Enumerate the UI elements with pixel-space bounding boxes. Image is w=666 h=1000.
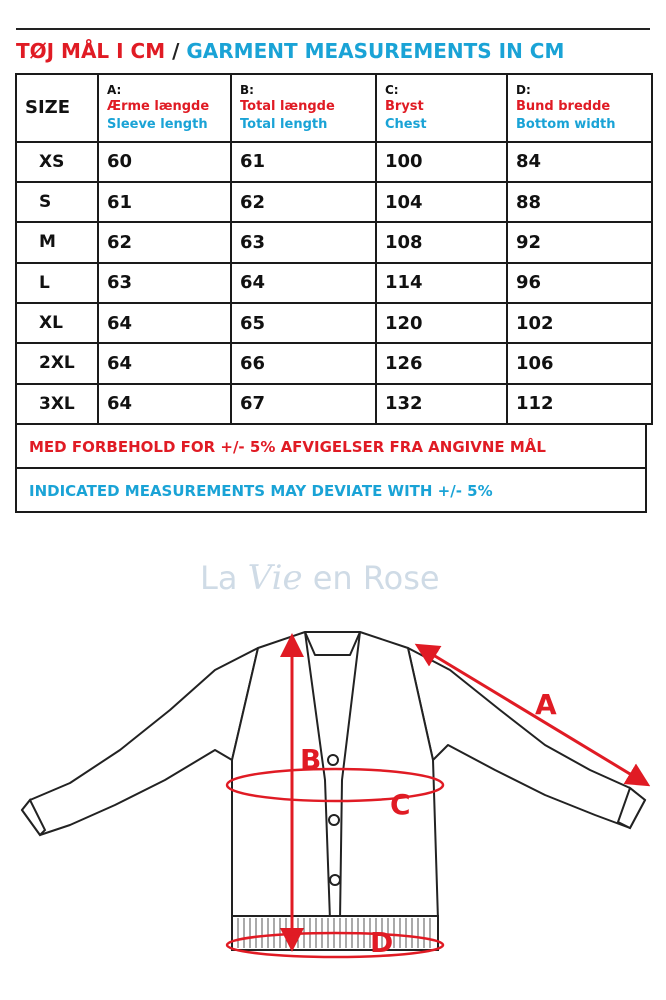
value-cell: 64: [98, 384, 231, 424]
value-cell: 61: [98, 182, 231, 222]
value-cell: 60: [98, 142, 231, 182]
size-column-header: SIZE: [16, 74, 98, 142]
column-header-c: [376, 74, 507, 142]
value-cell: 64: [231, 263, 376, 303]
title-danish: TØJ MÅL I CM: [16, 39, 166, 63]
column-label-english: Total length: [240, 116, 328, 132]
table-row: [16, 222, 652, 262]
column-label-danish: Total længde: [240, 98, 335, 114]
brand-word-vie: Vie: [247, 558, 303, 598]
table-row: [16, 182, 652, 222]
value-cell: 64: [98, 343, 231, 383]
value-cell: 64: [98, 303, 231, 343]
value-cell: 65: [231, 303, 376, 343]
garment-illustration: [0, 600, 666, 1000]
title-english: GARMENT MEASUREMENTS IN CM: [186, 39, 565, 63]
value-cell: 61: [231, 142, 376, 182]
column-header-b: [231, 74, 376, 142]
value-cell: 62: [98, 222, 231, 262]
value-cell: 63: [231, 222, 376, 262]
top-rule: [16, 28, 650, 30]
value-cell: 100: [376, 142, 507, 182]
tolerance-note-danish: MED FORBEHOLD FOR +/- 5% AFVIGELSER FRA ANGIVNE MÅL: [15, 425, 647, 469]
value-cell: 112: [507, 384, 652, 424]
size-cell: XL: [16, 303, 98, 343]
column-label-english: Chest: [385, 116, 427, 132]
brand-logo: [200, 556, 510, 600]
size-cell: M: [16, 222, 98, 262]
tolerance-note-english: INDICATED MEASUREMENTS MAY DEVIATE WITH +/- 5%: [15, 469, 647, 513]
value-cell: 96: [507, 263, 652, 303]
value-cell: 114: [376, 263, 507, 303]
table-row: [16, 303, 652, 343]
value-cell: 63: [98, 263, 231, 303]
value-cell: 88: [507, 182, 652, 222]
value-cell: 120: [376, 303, 507, 343]
value-cell: 92: [507, 222, 652, 262]
label-c: C: [390, 788, 411, 821]
column-letter: D:: [516, 82, 531, 97]
value-cell: 67: [231, 384, 376, 424]
column-label-english: Sleeve length: [107, 116, 208, 132]
table-row: [16, 142, 652, 182]
page-title: [16, 36, 650, 66]
table-row: [16, 384, 652, 424]
value-cell: 106: [507, 343, 652, 383]
brand-word-en-rose: en Rose: [312, 559, 440, 597]
value-cell: 132: [376, 384, 507, 424]
column-letter: B:: [240, 82, 254, 97]
label-a: A: [535, 688, 557, 721]
column-header-d: [507, 74, 652, 142]
size-cell: S: [16, 182, 98, 222]
value-cell: 84: [507, 142, 652, 182]
brand-word-la: La: [200, 559, 238, 597]
column-label-danish: Bund bredde: [516, 98, 611, 114]
column-letter: C:: [385, 82, 399, 97]
column-label-danish: Ærme længde: [107, 98, 210, 114]
size-table: [15, 73, 653, 425]
label-d: D: [370, 926, 394, 959]
value-cell: 108: [376, 222, 507, 262]
value-cell: 104: [376, 182, 507, 222]
value-cell: 62: [231, 182, 376, 222]
column-letter: A:: [107, 82, 122, 97]
size-cell: L: [16, 263, 98, 303]
column-header-a: [98, 74, 231, 142]
size-cell: 2XL: [16, 343, 98, 383]
column-label-english: Bottom width: [516, 116, 616, 132]
column-label-danish: Bryst: [385, 98, 424, 114]
value-cell: 126: [376, 343, 507, 383]
table-row: [16, 263, 652, 303]
title-separator: /: [172, 39, 180, 63]
value-cell: 102: [507, 303, 652, 343]
size-cell: 3XL: [16, 384, 98, 424]
table-header-row: [16, 74, 652, 142]
size-cell: XS: [16, 142, 98, 182]
table-row: [16, 343, 652, 383]
value-cell: 66: [231, 343, 376, 383]
label-b: B: [300, 743, 322, 776]
